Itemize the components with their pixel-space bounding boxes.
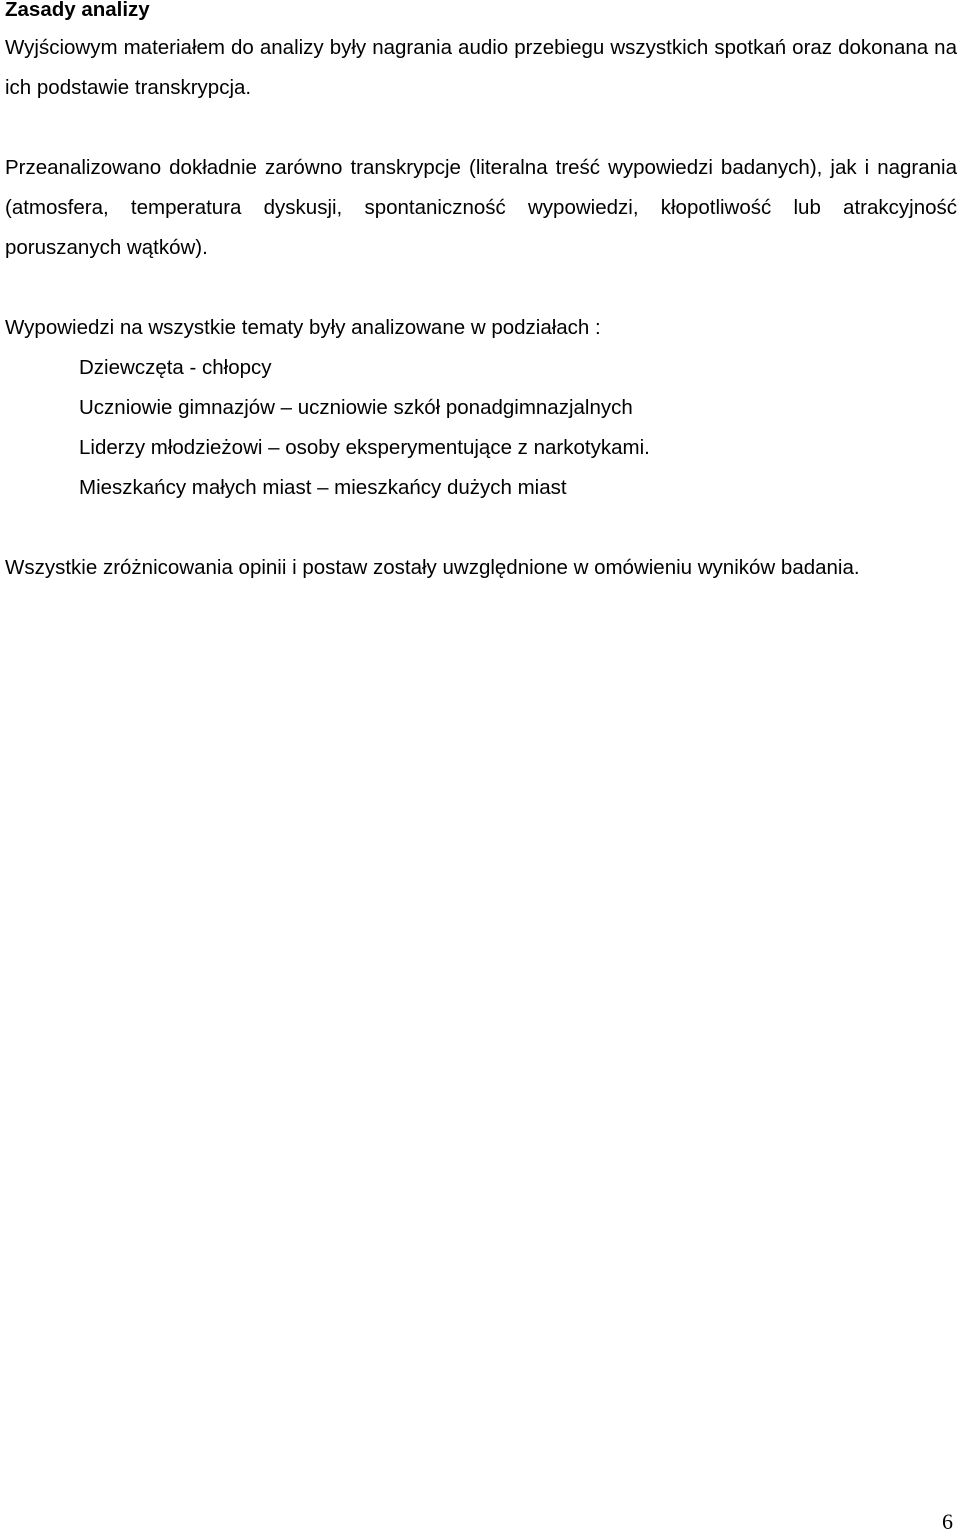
paragraph-conclusion: Wszystkie zróżnicowania opinii i postaw zostały uwzględnione w omówieniu wyników badania. xyxy=(5,556,860,579)
section-heading: Zasady analizy xyxy=(5,0,150,21)
list-item: Dziewczęta - chłopcy xyxy=(79,356,272,379)
divisions-list xyxy=(79,348,650,508)
list-item: Mieszkańcy małych miast – mieszkańcy dużych miast xyxy=(79,476,567,499)
paragraph-divisions-intro: Wypowiedzi na wszystkie tematy były analizowane w podziałach : xyxy=(5,316,601,339)
paragraph-source-material: Wyjściowym materiałem do analizy były nagrania audio przebiegu wszystkich spotkań oraz dokonana na ich podstawie transkrypcja. xyxy=(5,36,957,99)
page-number: 6 xyxy=(942,1509,953,1534)
list-item: Liderzy młodzieżowi – osoby eksperymentujące z narkotykami. xyxy=(79,436,650,459)
list-item: Uczniowie gimnazjów – uczniowie szkół ponadgimnazjalnych xyxy=(79,396,633,419)
paragraph-analysis-scope: Przeanalizowano dokładnie zarówno transkrypcje (literalna treść wypowiedzi badanych), jak i nagrania (atmosfera, temperatura dyskusji, spontaniczność wypowiedzi, kłopotliwość lub atrakcyjność poruszanych wątków). xyxy=(5,156,957,259)
